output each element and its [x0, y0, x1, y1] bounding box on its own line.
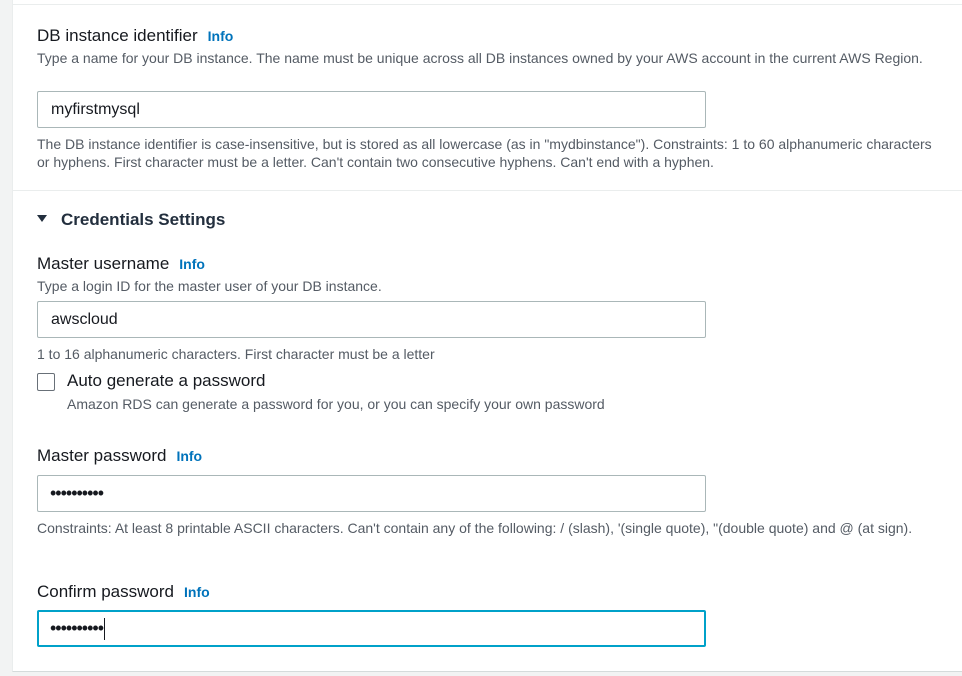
master-username-constraint: 1 to 16 alphanumeric characters. First character must be a letter [37, 346, 435, 362]
db-identifier-info-link[interactable]: Info [207, 28, 234, 44]
master-password-label-row [37, 446, 202, 466]
master-username-label: Master username [37, 254, 170, 273]
confirm-password-input[interactable] [37, 610, 706, 647]
db-identifier-description: Type a name for your DB instance. The name must be unique across all DB instances owned by your AWS account in the current AWS Region. [37, 50, 923, 66]
auto-generate-password-description: Amazon RDS can generate a password for you, or you can specify your own password [67, 396, 605, 412]
db-identifier-label-row [37, 26, 233, 46]
master-password-constraint: Constraints: At least 8 printable ASCII characters. Can't contain any of the following: / (slash), '(single quote), "(double quote) and @ (at sign). [37, 520, 913, 536]
top-divider [12, 4, 962, 5]
section-divider [12, 190, 962, 191]
db-identifier-input[interactable]: myfirstmysql [37, 91, 706, 128]
master-username-info-link[interactable]: Info [179, 256, 205, 272]
master-username-label-row [37, 254, 205, 274]
confirm-password-label-row [37, 582, 210, 602]
credentials-section-toggle[interactable] [37, 210, 225, 230]
master-password-input[interactable]: •••••••••• [37, 475, 706, 512]
master-username-input[interactable]: awscloud [37, 301, 706, 338]
caret-down-icon [37, 215, 47, 222]
db-identifier-constraint: The DB instance identifier is case-insensitive, but is stored as all lowercase (as in "mydbinstance"). Constraints: 1 to 60 alphanumeric characters or hyphens. First character must be a letter. Can't contain two consecutive hyphens. Can't end with a hyphen. [37, 136, 932, 170]
confirm-password-info-link[interactable]: Info [184, 584, 210, 600]
master-password-info-link[interactable]: Info [176, 448, 203, 464]
auto-generate-password-label[interactable]: Auto generate a password [67, 371, 266, 390]
master-username-description: Type a login ID for the master user of your DB instance. [37, 278, 382, 294]
confirm-password-label: Confirm password [37, 582, 174, 601]
master-password-label: Master password [37, 446, 167, 465]
auto-generate-password-checkbox[interactable] [37, 373, 55, 391]
credentials-section-title: Credentials Settings [61, 210, 226, 229]
confirm-password-value: •••••••••• [50, 618, 104, 638]
db-identifier-label: DB instance identifier [37, 26, 198, 45]
text-cursor [104, 618, 105, 640]
